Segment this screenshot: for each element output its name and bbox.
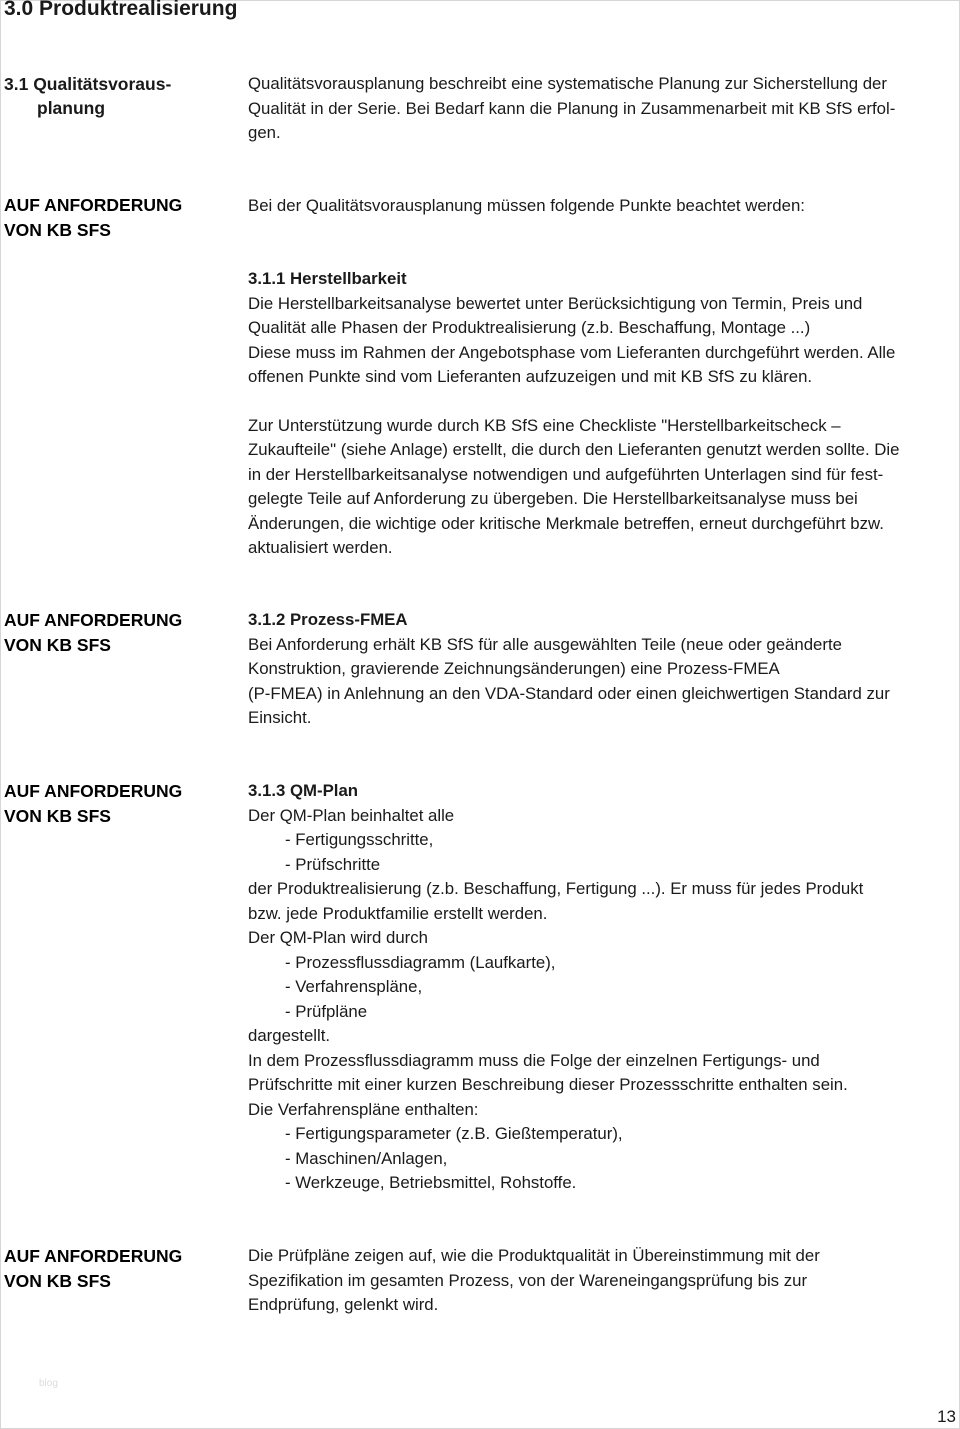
text-line: Spezifikation im gesamten Prozess, von der Wareneingangsprüfung bis zur — [248, 1270, 808, 1290]
page-title: 3.0 Produktrealisierung — [4, 0, 238, 20]
text-line: Endprüfung, gelenkt wird. — [248, 1295, 439, 1314]
list-item: - Prozessflussdiagramm (Laufkarte), — [285, 952, 556, 972]
section-label-line: planung — [37, 98, 106, 118]
text-line: In dem Prozessflussdiagramm muss die Folge der einzelnen Fertigungs- und — [248, 1050, 820, 1070]
request-tag-line: VON KB SFS — [4, 805, 111, 826]
subsection-heading: 3.1.2 Prozess-FMEA — [248, 610, 408, 629]
text-line: Qualitätsvorausplanung beschreibt eine systematische Planung zur Sicherstellung der — [248, 74, 887, 93]
inspection-plan-text — [248, 1244, 958, 1318]
list-item: - Werkzeuge, Betriebsmittel, Rohstoffe. — [285, 1173, 577, 1192]
section-label-line: 3.1 Qualitätsvoraus- — [4, 74, 172, 94]
list-item: - Fertigungsparameter (z.B. Gießtemperatur), — [285, 1124, 623, 1143]
text-line: offenen Punkte sind vom Lieferanten aufzuzeigen und mit KB SfS zu klären. — [248, 367, 813, 386]
text-line: Konstruktion, gravierende Zeichnungsänderungen) eine Prozess-FMEA — [248, 659, 780, 678]
text-line: Qualität alle Phasen der Produktrealisierung (z.b. Beschaffung, Montage ...) — [248, 318, 811, 337]
request-tag — [4, 779, 182, 828]
watermark: blog — [39, 1378, 58, 1389]
intro-text — [248, 194, 958, 219]
text-line: Zur Unterstützung wurde durch KB SfS eine Checkliste "Herstellbarkeitscheck – — [248, 415, 841, 435]
text-line: Bei der Qualitätsvorausplanung müssen folgende Punkte beachtet werden: — [248, 196, 805, 215]
page-number: 13 — [937, 1407, 956, 1426]
subsection-heading: 3.1.1 Herstellbarkeit — [248, 269, 407, 288]
text-line: Der QM-Plan wird durch — [248, 928, 428, 947]
section-3-1-3 — [248, 779, 958, 1196]
list-item: - Fertigungsschritte, — [285, 830, 434, 849]
subsection-heading: 3.1.3 QM-Plan — [248, 781, 359, 800]
request-tag-line: AUF ANFORDERUNG — [4, 610, 183, 630]
text-line: Der QM-Plan beinhaltet alle — [248, 805, 455, 825]
request-tag — [4, 193, 182, 242]
text-line: gen. — [248, 123, 281, 142]
section-3-1-text — [248, 72, 958, 146]
list-item: - Prüfschritte — [285, 854, 381, 874]
text-line: Qualität in der Serie. Bei Bedarf kann die Planung in Zusammenarbeit mit KB SfS erfol- — [248, 98, 896, 118]
text-line: (P-FMEA) in Anlehnung an den VDA-Standard oder einen gleichwertigen Standard zur — [248, 683, 890, 703]
text-line: Die Verfahrenspläne enthalten: — [248, 1099, 479, 1119]
text-line: Bei Anforderung erhält KB SfS für alle ausgewählten Teile (neue oder geänderte — [248, 634, 842, 654]
text-line: gelegte Teile auf Anforderung zu übergeben. Die Herstellbarkeitsanalyse muss bei — [248, 489, 858, 508]
text-line: der Produktrealisierung (z.b. Beschaffung, Fertigung ...). Er muss für jedes Produkt — [248, 879, 864, 898]
request-tag — [4, 608, 182, 657]
request-tag-line: VON KB SFS — [4, 1270, 111, 1291]
text-line: aktualisiert werden. — [248, 538, 393, 557]
request-tag-line: VON KB SFS — [4, 219, 111, 240]
list-item: - Verfahrenspläne, — [285, 977, 423, 996]
section-3-1-2 — [248, 608, 958, 731]
request-tag-line: AUF ANFORDERUNG — [4, 195, 183, 215]
request-tag — [4, 1244, 182, 1293]
text-line: in der Herstellbarkeitsanalyse notwendigen und aufgeführten Unterlagen sind für fest- — [248, 464, 884, 484]
section-label-3-1 — [4, 72, 171, 120]
text-line: Diese muss im Rahmen der Angebotsphase vom Lieferanten durchgeführt werden. Alle — [248, 342, 896, 362]
list-item: - Prüfpläne — [285, 1001, 368, 1021]
text-line: Änderungen, die wichtige oder kritische Merkmale betreffen, erneut durchgeführt bzw. — [248, 513, 884, 533]
text-line: Einsicht. — [248, 708, 312, 727]
text-line: Die Herstellbarkeitsanalyse bewertet unter Berücksichtigung von Termin, Preis und — [248, 293, 863, 313]
text-line: Prüfschritte mit einer kurzen Beschreibung dieser Prozessschritte enthalten sein. — [248, 1075, 848, 1094]
request-tag-line: AUF ANFORDERUNG — [4, 1246, 183, 1266]
request-tag-line: VON KB SFS — [4, 634, 111, 655]
text-line: Die Prüfpläne zeigen auf, wie die Produktqualität in Übereinstimmung mit der — [248, 1246, 820, 1265]
request-tag-line: AUF ANFORDERUNG — [4, 781, 183, 801]
text-line: Zukaufteile" (siehe Anlage) erstellt, die durch den Lieferanten genutzt werden sollte. Die — [248, 440, 900, 459]
list-item: - Maschinen/Anlagen, — [285, 1148, 448, 1168]
text-line: dargestellt. — [248, 1026, 331, 1045]
section-3-1-1 — [248, 267, 958, 561]
text-line: bzw. jede Produktfamilie erstellt werden. — [248, 903, 548, 923]
